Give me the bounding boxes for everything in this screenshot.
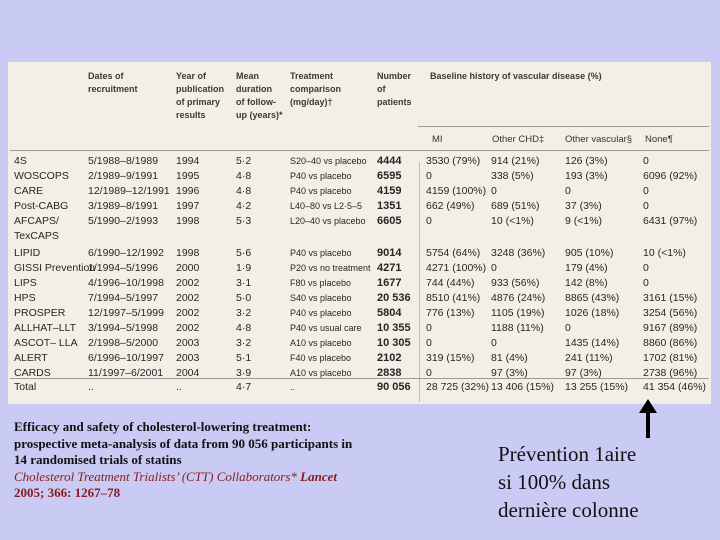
- cell-none: 9167 (89%): [643, 322, 698, 334]
- table-row: [8, 169, 711, 184]
- cell-patients: 2102: [377, 352, 402, 364]
- cell-patients: 10 305: [377, 337, 411, 349]
- cell-vasc: 1026 (18%): [565, 307, 620, 319]
- cell-mi: 8510 (41%): [426, 292, 481, 304]
- cell-year: 1998: [176, 247, 200, 259]
- cell-duration: 3·1: [236, 277, 252, 289]
- cell-treatment: P40 vs placebo: [290, 186, 352, 196]
- cell-none: 6096 (92%): [643, 170, 698, 182]
- cell-duration: 4·2: [236, 200, 252, 212]
- cell-vasc: 0: [565, 322, 571, 334]
- cell-none: 3161 (15%): [643, 292, 698, 304]
- cell-mi: 4159 (100%): [426, 185, 487, 197]
- cell-year: 2002: [176, 292, 200, 304]
- table-row: [8, 214, 711, 229]
- cell-treatment: L40–80 vs L2·5–5: [290, 201, 363, 211]
- citation-title-line-2: prospective meta-analysis of data from 90 056 participants in: [14, 435, 353, 451]
- subheader-other-vascular: Other vascular§: [565, 134, 633, 145]
- cell-year: 1997: [176, 200, 200, 212]
- cell-year: 2002: [176, 322, 200, 334]
- table-row: [8, 336, 711, 351]
- cell-dates: 2/1989–9/1991: [88, 170, 159, 182]
- citation-title-line-3: 14 randomised trials of statins: [14, 452, 182, 467]
- header-treatment: Treatment comparison (mg/day)†: [290, 71, 342, 107]
- cell-dates: 3/1989–8/1991: [88, 200, 159, 212]
- cell-none: 0: [643, 155, 649, 167]
- cell-dates: ..: [88, 381, 94, 393]
- cell-chd: 914 (21%): [491, 155, 540, 167]
- cell-duration: 3·2: [236, 337, 252, 349]
- cell-none: 0: [643, 262, 649, 274]
- subheader-other-chd: Other CHD‡: [492, 134, 545, 145]
- cell-duration: 5·0: [236, 292, 252, 304]
- cell-none: 2738 (96%): [643, 367, 698, 379]
- cell-patients: 4159: [377, 185, 402, 197]
- cell-year: 2000: [176, 262, 200, 274]
- cell-none: 41 354 (46%): [643, 381, 707, 393]
- cell-mi: 0: [426, 322, 432, 334]
- cell-vasc: 142 (8%): [565, 277, 608, 289]
- up-arrow-icon: [635, 398, 661, 440]
- citation-authors: Cholesterol Treatment Trialists’ (CTT) Collaborators*: [14, 468, 297, 484]
- table-row: [8, 306, 711, 321]
- subheader-mi: MI: [432, 134, 443, 145]
- cell-trial: CARE: [14, 185, 44, 197]
- cell-dates: 5/1990–2/1993: [88, 215, 159, 227]
- cell-chd: 0: [491, 262, 497, 274]
- cell-trial: LIPID: [14, 247, 41, 259]
- cell-mi: 0: [426, 215, 432, 227]
- cell-mi: 3530 (79%): [426, 155, 481, 167]
- cell-chd: 933 (56%): [491, 277, 540, 289]
- cell-duration: 5·6: [236, 247, 252, 259]
- header-year: Year of publication of primary results: [176, 71, 224, 120]
- header-dates: Dates of recruitment: [88, 71, 138, 94]
- cell-dates: 3/1994–5/1998: [88, 322, 159, 334]
- cell-none: 0: [643, 200, 649, 212]
- cell-trial: WOSCOPS: [14, 170, 69, 182]
- cell-patients: 90 056: [377, 381, 411, 393]
- cell-vasc: 193 (3%): [565, 170, 608, 182]
- cell-dates: 7/1994–5/1997: [88, 292, 159, 304]
- header-patients: Number of patients: [377, 71, 412, 107]
- cell-duration: 4·8: [236, 185, 252, 197]
- cell-year: 2003: [176, 352, 200, 364]
- cell-trial: ASCOT– LLA: [14, 337, 78, 349]
- table-row: [8, 291, 711, 306]
- cell-dates: 12/1997–5/1999: [88, 307, 164, 319]
- cell-chd: 1105 (19%): [491, 307, 545, 319]
- cell-trial: Total: [14, 381, 37, 393]
- cell-dates: 1/1994–5/1996: [88, 262, 159, 274]
- table-row: [8, 380, 711, 395]
- cell-duration: 4·8: [236, 170, 252, 182]
- cell-vasc: 37 (3%): [565, 200, 602, 212]
- table-row: [8, 246, 711, 261]
- table-row: [8, 351, 711, 366]
- subheader-divider: [10, 150, 709, 151]
- cell-patients: 20 536: [377, 292, 411, 304]
- cell-duration: 5·2: [236, 155, 252, 167]
- cell-chd: 1188 (11%): [491, 322, 544, 334]
- cell-duration: 4·8: [236, 322, 252, 334]
- cell-vasc: 13 255 (15%): [565, 381, 629, 393]
- cell-trial: ALLHAT–LLT: [14, 322, 77, 334]
- table-row: [8, 321, 711, 336]
- cell-year: 1995: [176, 170, 200, 182]
- cell-year: 1994: [176, 155, 200, 167]
- table-row: [8, 229, 711, 244]
- cell-patients: 6595: [377, 170, 402, 182]
- prevention-note: [498, 440, 708, 524]
- cell-treatment: L20–40 vs placebo: [290, 216, 366, 226]
- table-row: [8, 276, 711, 291]
- cell-chd: 4876 (24%): [491, 292, 546, 304]
- cell-patients: 4444: [377, 155, 402, 167]
- cell-mi: 0: [426, 337, 432, 349]
- citation-reference: 2005; 366: 1267–78: [14, 485, 121, 500]
- cell-treatment: A10 vs placebo: [290, 338, 352, 348]
- note-line-1: Prévention 1aire: [498, 442, 637, 466]
- cell-patients: 4271: [377, 262, 402, 274]
- cell-trial: 4S: [14, 155, 27, 167]
- cell-trial: Post-CABG: [14, 200, 69, 212]
- cell-trial: HPS: [14, 292, 36, 304]
- cell-vasc: 179 (4%): [565, 262, 608, 274]
- header-baseline: Baseline history of vascular disease (%): [430, 71, 602, 81]
- cell-vasc: 905 (10%): [565, 247, 614, 259]
- cell-treatment: P40 vs usual care: [290, 323, 362, 333]
- cell-dates: 5/1988–8/1989: [88, 155, 159, 167]
- cell-patients: 1677: [377, 277, 402, 289]
- total-divider: [10, 378, 709, 379]
- cell-mi: 744 (44%): [426, 277, 475, 289]
- subheader-none: None¶: [645, 134, 673, 145]
- cell-vasc: 9 (<1%): [565, 215, 603, 227]
- cell-chd: 13 406 (15%): [491, 381, 555, 393]
- cell-patients: 6605: [377, 215, 402, 227]
- cell-treatment: P40 vs placebo: [290, 171, 352, 181]
- cell-mi: 28 725 (32%): [426, 381, 490, 393]
- cell-chd: 81 (4%): [491, 352, 528, 364]
- cell-treatment: ..: [290, 382, 296, 392]
- cell-dates: 4/1996–10/1998: [88, 277, 164, 289]
- cell-mi: 319 (15%): [426, 352, 475, 364]
- cell-patients: 10 355: [377, 322, 411, 334]
- cell-patients: 1351: [377, 200, 402, 212]
- cell-duration: 5·1: [236, 352, 252, 364]
- cell-none: 1702 (81%): [643, 352, 698, 364]
- cell-vasc: 241 (11%): [565, 352, 613, 364]
- cell-vasc: 8865 (43%): [565, 292, 620, 304]
- cell-none: 0: [643, 185, 649, 197]
- header-duration: Mean duration of follow- up (years)*: [236, 71, 283, 120]
- cell-dates: 6/1996–10/1997: [88, 352, 164, 364]
- cell-none: 10 (<1%): [643, 247, 686, 259]
- cell-none: 8860 (86%): [643, 337, 698, 349]
- cell-dates: 12/1989–12/1991: [88, 185, 170, 197]
- cell-treatment: P40 vs placebo: [290, 308, 352, 318]
- cell-trial: TexCAPS: [14, 230, 59, 242]
- cell-duration: 5·3: [236, 215, 252, 227]
- cell-mi: 4271 (100%): [426, 262, 487, 274]
- cell-year: 2004: [176, 367, 200, 379]
- cell-treatment: S20–40 vs placebo: [290, 156, 367, 166]
- cell-dates: 11/1997–6/2001: [88, 367, 164, 379]
- cell-mi: 0: [426, 170, 432, 182]
- cell-vasc: 1435 (14%): [565, 337, 620, 349]
- cell-year: 1998: [176, 215, 200, 227]
- cell-vasc: 126 (3%): [565, 155, 608, 167]
- table-row: [8, 184, 711, 199]
- cell-trial: GISSI Prevention: [14, 262, 96, 274]
- cell-trial: AFCAPS/: [14, 215, 59, 227]
- cell-trial: CARDS: [14, 367, 51, 379]
- citation: [14, 419, 404, 502]
- cell-mi: 776 (13%): [426, 307, 475, 319]
- note-line-3: dernière colonne: [498, 498, 639, 522]
- note-line-2: si 100% dans: [498, 470, 610, 494]
- cell-year: 1996: [176, 185, 200, 197]
- cell-mi: 662 (49%): [426, 200, 475, 212]
- cell-patients: 9014: [377, 247, 402, 259]
- cell-treatment: P20 vs no treatment: [290, 263, 371, 273]
- cell-year: ..: [176, 381, 182, 393]
- table-row: [8, 199, 711, 214]
- cell-chd: 0: [491, 337, 497, 349]
- cell-duration: 1·9: [236, 262, 252, 274]
- cell-mi: 0: [426, 367, 432, 379]
- cell-patients: 5804: [377, 307, 402, 319]
- header-divider: [418, 126, 709, 127]
- cell-duration: 4·7: [236, 381, 252, 393]
- cell-trial: PROSPER: [14, 307, 66, 319]
- cell-none: 3254 (56%): [643, 307, 698, 319]
- citation-journal: Lancet: [300, 468, 337, 484]
- cell-treatment: F80 vs placebo: [290, 278, 352, 288]
- cell-patients: 2838: [377, 367, 402, 379]
- citation-title-line-1: Efficacy and safety of cholesterol-lowering treatment:: [14, 419, 312, 434]
- cell-chd: 689 (51%): [491, 200, 540, 212]
- trial-table-image: [8, 62, 711, 404]
- cell-chd: 0: [491, 185, 497, 197]
- cell-treatment: P40 vs placebo: [290, 248, 352, 258]
- cell-trial: LIPS: [14, 277, 37, 289]
- cell-chd: 97 (3%): [491, 367, 528, 379]
- cell-year: 2003: [176, 337, 200, 349]
- cell-dates: 2/1998–5/2000: [88, 337, 159, 349]
- cell-chd: 10 (<1%): [491, 215, 534, 227]
- cell-dates: 6/1990–12/1992: [88, 247, 164, 259]
- cell-mi: 5754 (64%): [426, 247, 481, 259]
- cell-chd: 338 (5%): [491, 170, 534, 182]
- cell-chd: 3248 (36%): [491, 247, 546, 259]
- cell-treatment: F40 vs placebo: [290, 353, 352, 363]
- cell-treatment: A10 vs placebo: [290, 368, 352, 378]
- table-row: [8, 154, 711, 169]
- cell-year: 2002: [176, 307, 200, 319]
- cell-vasc: 97 (3%): [565, 367, 602, 379]
- table-row: [8, 261, 711, 276]
- cell-none: 0: [643, 277, 649, 289]
- cell-duration: 3·2: [236, 307, 252, 319]
- cell-vasc: 0: [565, 185, 571, 197]
- cell-duration: 3·9: [236, 367, 252, 379]
- cell-trial: ALERT: [14, 352, 48, 364]
- cell-treatment: S40 vs placebo: [290, 293, 352, 303]
- cell-none: 6431 (97%): [643, 215, 698, 227]
- cell-year: 2002: [176, 277, 200, 289]
